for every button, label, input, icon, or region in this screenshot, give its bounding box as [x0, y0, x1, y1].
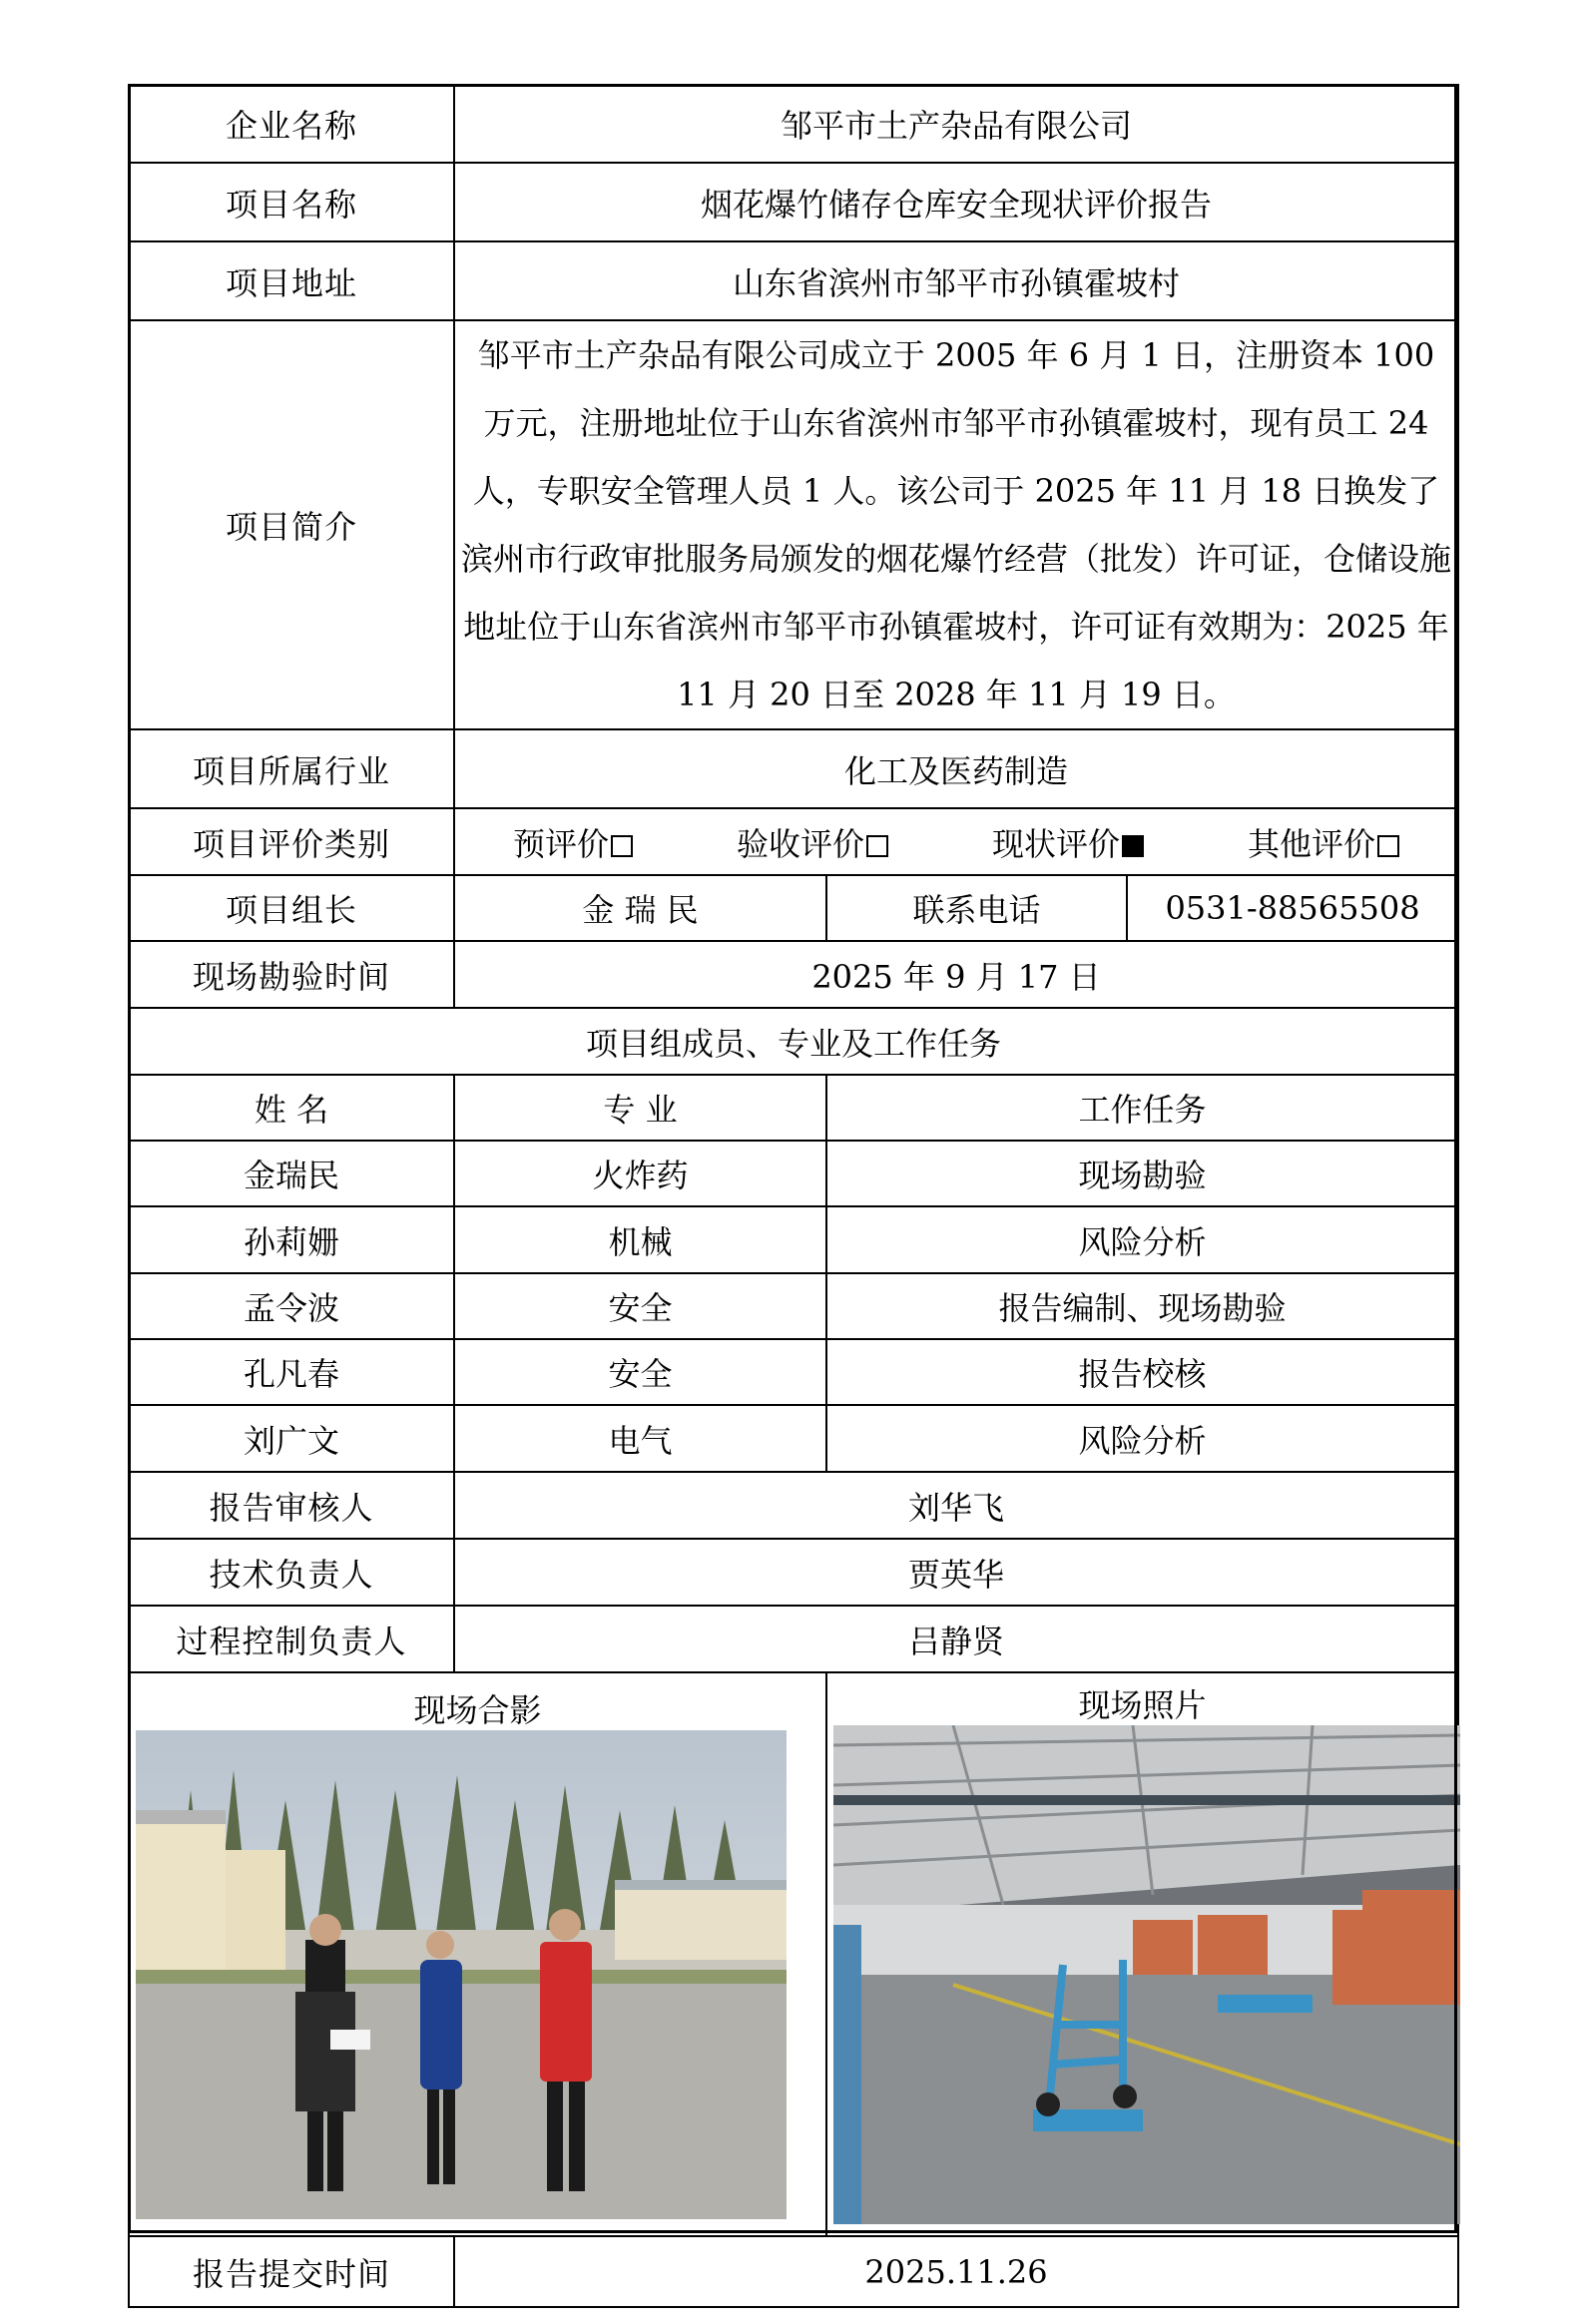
- member-task: 风险分析: [826, 1405, 1458, 1472]
- tech-lead-label: 技术负责人: [129, 1539, 454, 1606]
- tech-lead-value: 贾英华: [454, 1539, 1458, 1606]
- category-option-label: 其他评价: [1247, 824, 1375, 863]
- submit-label: 报告提交时间: [129, 2236, 454, 2307]
- submit-value: 2025.11.26: [454, 2236, 1458, 2307]
- member-major: 电气: [454, 1405, 826, 1472]
- company-value: 邹平市土产杂品有限公司: [454, 85, 1458, 163]
- intro-text: 邹平市土产杂品有限公司成立于 2005 年 6 月 1 日，注册资本 100 万元，注册地址位于山东省滨州市邹平市孙镇霍坡村，现有员工 24 人，专职安全管理人员 1 人。该公司于 2025 年 11 月 18 日换发了滨州市行政审批服务局颁发的烟花爆竹经营（批发）许可证，仓储设施地址位于山东省滨州市邹平市孙镇霍坡村，许可证有效期为：2025 年 11 月 20 日至 2028 年 11 月 19 日。: [454, 320, 1458, 729]
- address-value: 山东省滨州市邹平市孙镇霍坡村: [454, 241, 1458, 320]
- company-label: 企业名称: [129, 85, 454, 163]
- survey-time-label: 现场勘验时间: [129, 941, 454, 1008]
- reviewer-label: 报告审核人: [129, 1472, 454, 1539]
- member-name: 孔凡春: [129, 1339, 454, 1405]
- member-task: 风险分析: [826, 1206, 1458, 1273]
- member-major: 安全: [454, 1273, 826, 1339]
- phone-value: 0531-88565508: [1127, 875, 1458, 941]
- member-major: 安全: [454, 1339, 826, 1405]
- member-name: 金瑞民: [129, 1141, 454, 1206]
- category-option-label: 验收评价: [736, 824, 864, 863]
- member-major: 火炸药: [454, 1141, 826, 1206]
- intro-label: 项目简介: [129, 320, 454, 729]
- industry-value: 化工及医药制造: [454, 729, 1458, 808]
- member-major: 机械: [454, 1206, 826, 1273]
- industry-label: 项目所属行业: [129, 729, 454, 808]
- member-name: 刘广文: [129, 1405, 454, 1472]
- address-label: 项目地址: [129, 241, 454, 320]
- member-task: 报告校核: [826, 1339, 1458, 1405]
- project-name-label: 项目名称: [129, 163, 454, 241]
- phone-label: 联系电话: [826, 875, 1127, 941]
- leader-value: 金 瑞 民: [454, 875, 826, 941]
- reviewer-value: 刘华飞: [454, 1472, 1458, 1539]
- member-task: 报告编制、现场勘验: [826, 1273, 1458, 1339]
- header-task: 工作任务: [826, 1075, 1458, 1141]
- outer-border: [128, 84, 1457, 2233]
- process-lead-value: 吕静贤: [454, 1606, 1458, 1672]
- process-lead-label: 过程控制负责人: [129, 1606, 454, 1672]
- project-name-value: 烟花爆竹储存仓库安全现状评价报告: [454, 163, 1458, 241]
- member-name: 孙莉姗: [129, 1206, 454, 1273]
- survey-time-value: 2025 年 9 月 17 日: [454, 941, 1458, 1008]
- category-label: 项目评价类别: [129, 808, 454, 875]
- row-submit: [129, 2236, 1458, 2307]
- category-option-label: 预评价: [512, 824, 609, 863]
- member-task: 现场勘验: [826, 1141, 1458, 1206]
- member-name: 孟令波: [129, 1273, 454, 1339]
- members-section-title: 项目组成员、专业及工作任务: [129, 1008, 1458, 1075]
- header-major: 专 业: [454, 1075, 826, 1141]
- site-photo-title: 现场照片: [1078, 1685, 1207, 1724]
- header-name: 姓 名: [129, 1075, 454, 1141]
- category-option-label: 现状评价: [991, 824, 1120, 863]
- leader-label: 项目组长: [129, 875, 454, 941]
- group-photo-title: 现场合影: [413, 1690, 542, 1729]
